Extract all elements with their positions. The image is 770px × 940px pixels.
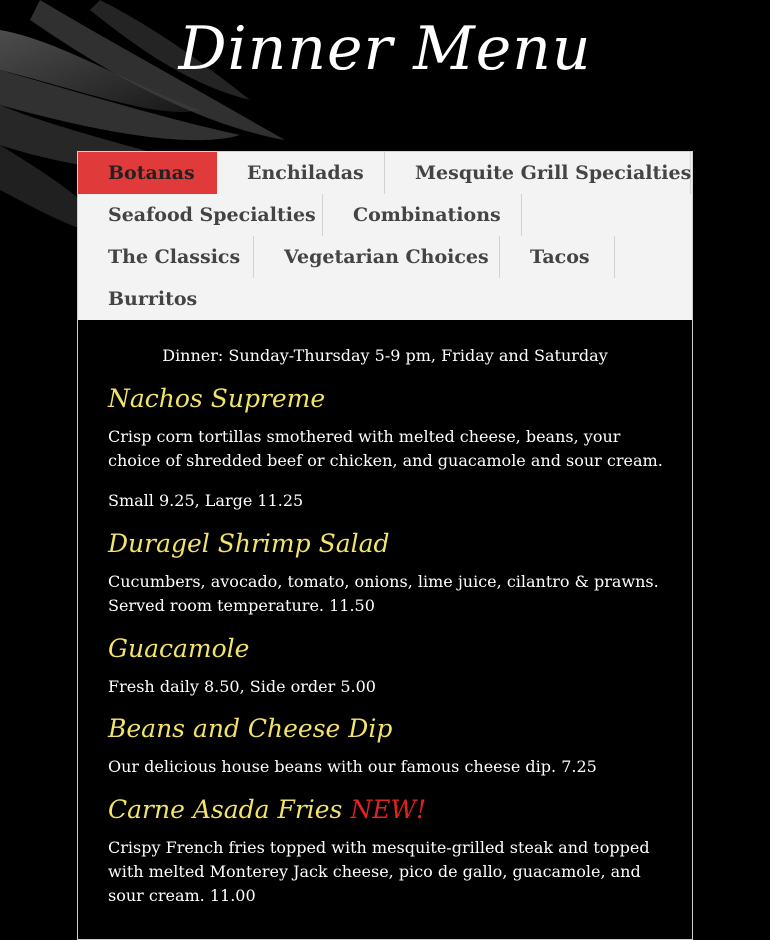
tab-mesquite-grill-specialties[interactable]: Mesquite Grill Specialties xyxy=(385,152,691,194)
item-description: Fresh daily 8.50, Side order 5.00 xyxy=(108,677,376,696)
tab-enchiladas[interactable]: Enchiladas xyxy=(217,152,385,194)
item-name: Carne Asada Fries xyxy=(108,795,343,824)
item-description: Cucumbers, avocado, tomato, onions, lime juice, cilantro & prawns. Served room temperature. 11.50 xyxy=(108,572,659,615)
tab-seafood-specialties[interactable]: Seafood Specialties xyxy=(78,194,323,236)
tab-burritos[interactable]: Burritos xyxy=(108,288,198,310)
dinner-hours: Dinner: Sunday-Thursday 5-9 pm, Friday and Saturday xyxy=(162,346,608,365)
tab-the-classics[interactable]: The Classics xyxy=(78,236,254,278)
item-price: Small 9.25, Large 11.25 xyxy=(108,491,304,510)
tab-vegetarian-choices[interactable]: Vegetarian Choices xyxy=(254,236,500,278)
menu-content xyxy=(77,320,693,940)
tab-botanas[interactable]: Botanas xyxy=(78,152,217,194)
item-name: Nachos Supreme xyxy=(108,384,326,413)
menu-tabs xyxy=(77,151,693,321)
item-description: Our delicious house beans with our famous cheese dip. 7.25 xyxy=(108,757,597,776)
item-name: Beans and Cheese Dip xyxy=(108,714,393,743)
tab-tacos[interactable]: Tacos xyxy=(500,236,615,278)
item-name-with-badge xyxy=(108,795,426,824)
item-name: Guacamole xyxy=(108,634,250,663)
item-name: Duragel Shrimp Salad xyxy=(108,529,390,558)
new-badge: NEW! xyxy=(350,795,427,824)
item-description: Crisp corn tortillas smothered with melted cheese, beans, your choice of shredded beef or chicken, and guacamole and sour cream. xyxy=(108,427,663,470)
item-description: Crispy French fries topped with mesquite-grilled steak and topped with melted Monterey Jack cheese, pico de gallo, guacamole, and sour cream. 11.00 xyxy=(108,838,650,905)
page-title: Dinner Menu xyxy=(178,14,592,84)
tab-combinations[interactable]: Combinations xyxy=(323,194,522,236)
